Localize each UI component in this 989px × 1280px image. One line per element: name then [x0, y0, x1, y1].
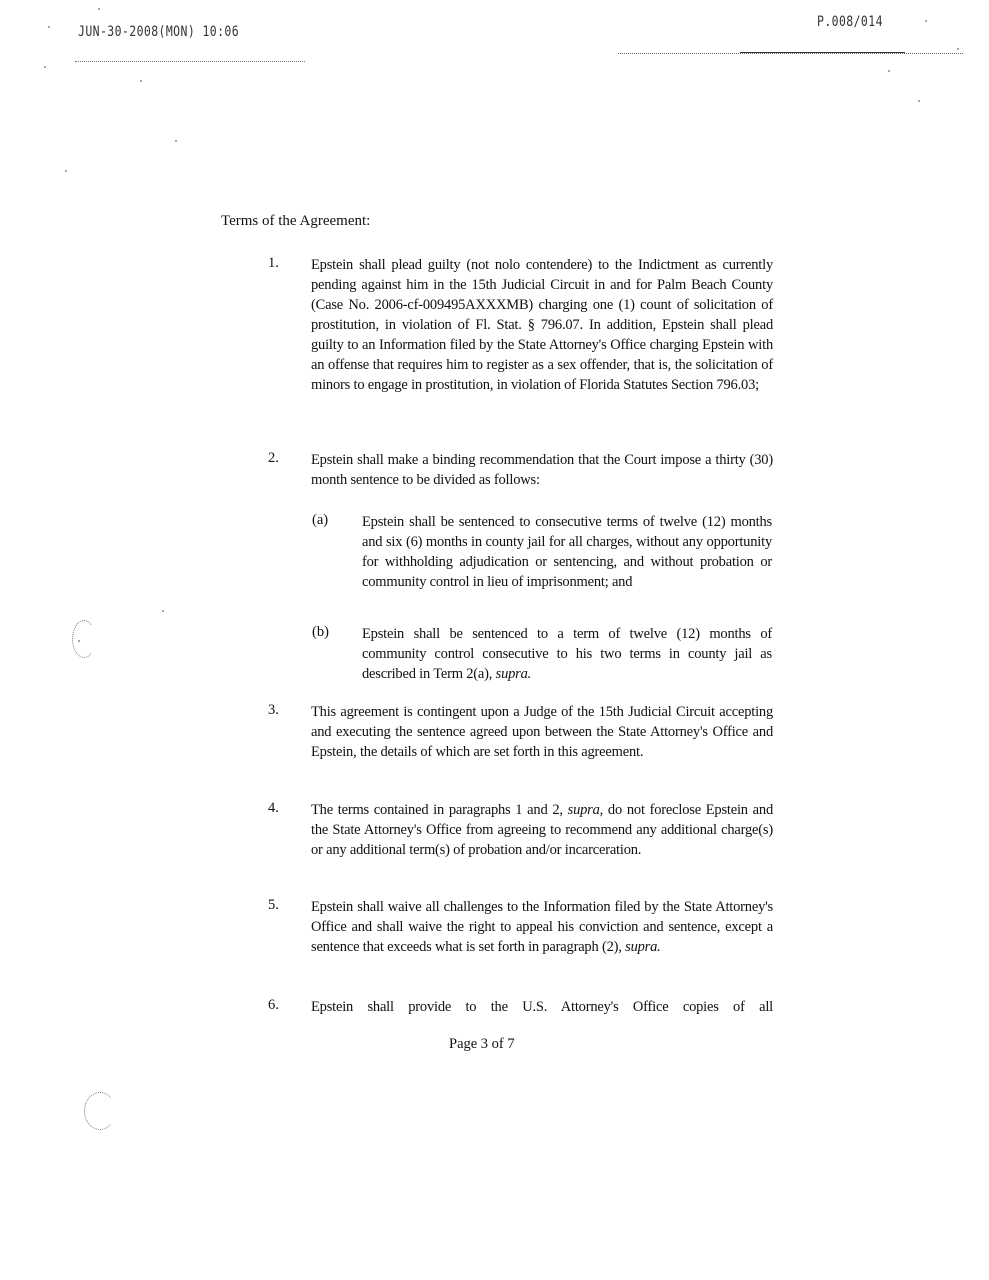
term-4 — [268, 800, 773, 860]
page-number-footer: Page 3 of 7 — [449, 1036, 515, 1052]
term-3 — [268, 702, 773, 762]
term-number: 4. — [268, 800, 279, 816]
scan-speck — [175, 140, 177, 142]
fax-header-rule-left — [75, 61, 305, 62]
term-text: Epstein shall make a binding recommendation that the Court impose a thirty (30) month sentence to be divided as follows: — [311, 452, 773, 488]
scan-speck — [925, 20, 927, 22]
scan-speck — [888, 70, 890, 72]
scan-artifact-arc — [84, 1092, 116, 1130]
fax-header-rule-right — [618, 53, 963, 54]
scan-speck — [162, 610, 164, 612]
subterm-2b — [312, 624, 772, 684]
term-text-italic: supra, — [567, 802, 604, 818]
term-text-italic: supra. — [625, 939, 661, 955]
term-number: 6. — [268, 997, 279, 1013]
term-text: Epstein shall plead guilty (not nolo contendere) to the Indictment as currently pending against him in the 15th Judicial Circuit in and for Palm Beach County (Case No. 2006-cf-009495AXXXMB) charging one (1) count of solicitation of prostitution, in violation of Fl. Stat. § 796.07. In addition, Epstein shall plead guilty to an Information filed by the State Attorney's Office charging Epstein with an offense that requires him to register as a sex offender, that is, the solicitation of minors to engage in prostitution, in violation of Florida Statutes Section 796.03; — [311, 257, 773, 393]
subterm-text — [362, 624, 772, 684]
term-number: 1. — [268, 255, 279, 271]
term-text — [311, 897, 773, 957]
scan-artifact-arc — [72, 620, 96, 658]
term-2 — [268, 450, 773, 490]
term-5 — [268, 897, 773, 957]
subterm-text-main: Epstein shall be sentenced to a term of twelve (12) months of community control consecutive to his two terms in county jail as described in Term 2(a), — [362, 626, 772, 682]
scan-speck — [48, 26, 50, 28]
subterm-2a — [312, 512, 772, 592]
term-text — [311, 800, 773, 860]
term-number: 3. — [268, 702, 279, 718]
scan-speck — [140, 80, 142, 82]
fax-timestamp: JUN-30-2008(MON) 10:06 — [78, 24, 240, 40]
term-number: 5. — [268, 897, 279, 913]
subterm-text-italic: supra. — [495, 666, 532, 682]
term-number: 2. — [268, 450, 279, 466]
section-title: Terms of the Agreement: — [221, 213, 371, 229]
term-text-main: The terms contained in paragraphs 1 and 2, — [311, 802, 568, 818]
term-text: This agreement is contingent upon a Judge of the 15th Judicial Circuit accepting and executing the sentence agreed upon between the State Attorney's Office and Epstein, the details of which are set forth in this agreement. — [311, 704, 773, 760]
scan-speck — [957, 48, 959, 50]
term-text: Epstein shall provide to the U.S. Attorney's Office copies of all — [311, 999, 773, 1015]
subterm-text: Epstein shall be sentenced to consecutive terms of twelve (12) months and six (6) months in county jail for all charges, without any opportunity for withholding adjudication or sentencing, and without probation or community control in lieu of imprisonment; and — [362, 514, 772, 590]
fax-header-rule-right-solid — [740, 52, 905, 53]
scan-speck — [98, 8, 100, 10]
fax-page-counter: P.008/014 — [817, 14, 883, 30]
subterm-label: (b) — [312, 624, 329, 640]
scan-speck — [44, 66, 46, 68]
term-6 — [268, 997, 773, 1017]
subterm-label: (a) — [312, 512, 329, 528]
scan-speck — [65, 170, 67, 172]
term-1 — [268, 255, 773, 395]
scan-speck — [918, 100, 920, 102]
term-text-rest: do not foreclose Epstein and the State Attorney's Office from agreeing to recommend any additional charge(s) or any additional term(s) of probation and/or incarceration. — [311, 802, 774, 858]
term-text-main: Epstein shall waive all challenges to the Information filed by the State Attorney's Office and shall waive the right to appeal his conviction and sentence, except a sentence that exceeds what is set forth in paragraph (2), — [311, 899, 773, 955]
